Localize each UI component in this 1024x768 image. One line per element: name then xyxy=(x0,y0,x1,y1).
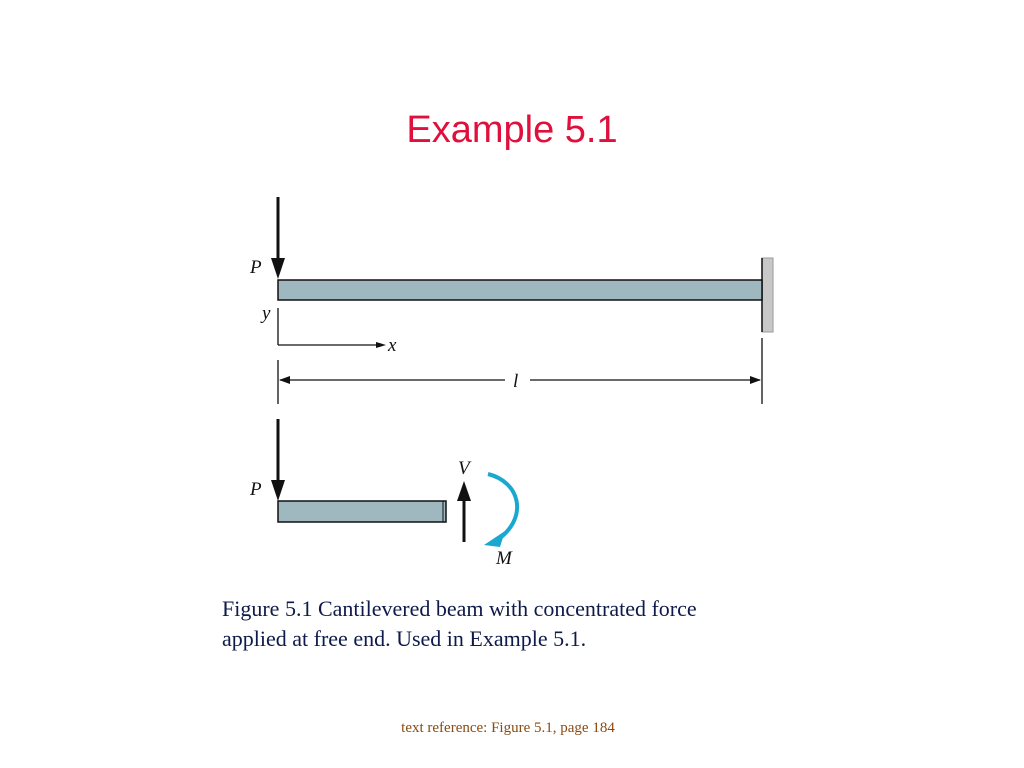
axis-label-y: y xyxy=(262,303,271,324)
free-body-beam xyxy=(278,501,446,522)
force-label-bottom: P xyxy=(250,479,262,500)
force-arrow-top xyxy=(271,197,285,279)
text-reference: text reference: Figure 5.1, page 184 xyxy=(401,720,615,736)
length-dimension xyxy=(278,338,762,404)
axis-label-x: x xyxy=(388,335,397,356)
shear-arrow xyxy=(457,481,471,542)
moment-label: M xyxy=(496,548,512,569)
figure-caption xyxy=(222,594,822,654)
moment-arrow xyxy=(484,474,517,547)
length-label: l xyxy=(513,371,519,392)
caption-line-1: Figure 5.1 Cantilevered beam with concentrated force xyxy=(222,596,697,621)
caption-line-2: applied at free end. Used in Example 5.1. xyxy=(222,626,587,651)
slide-title: Example 5.1 xyxy=(406,109,618,151)
coordinate-axes xyxy=(278,308,386,348)
wall-support xyxy=(762,258,773,332)
shear-label: V xyxy=(458,458,470,479)
force-arrow-bottom xyxy=(271,419,285,501)
beam xyxy=(278,280,762,300)
force-label-top: P xyxy=(250,257,262,278)
